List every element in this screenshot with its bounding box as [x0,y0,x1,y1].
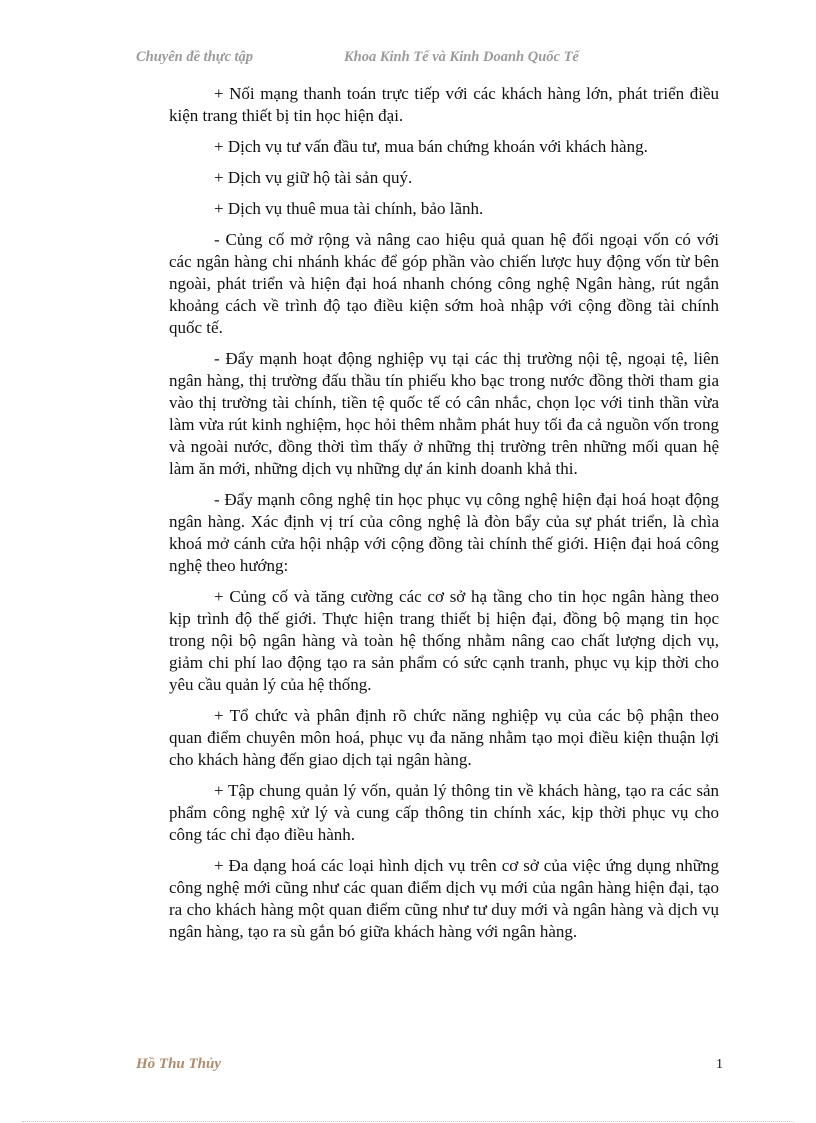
paragraph: + Tổ chức và phân định rõ chức năng nghiệp vụ của các bộ phận theo quan điểm chuyên môn hoá, phục vụ đa năng nhằm tạo mọi điều kiện thuận lợi cho khách hàng đến giao dịch tại ngân hàng. [169,706,719,769]
paragraph: - Đẩy mạnh hoạt động nghiệp vụ tại các thị trường nội tệ, ngoại tệ, liên ngân hàng, thị trường đấu thầu tín phiếu kho bạc trong nước đồng thời tham gia vào thị trường tài chính, tiền tệ quốc tế có cân nhắc, chọn lọc với tinh thần vừa làm vừa rút kinh nghiệm, học hỏi thêm nhằm phát huy tối đa cả nguồn vốn trong và ngoài nước, đồng thời tìm thấy ở những thị trường trên những mối quan hệ làm ăn mới, những dịch vụ những dự án kinh doanh khả thi. [169,349,719,478]
page-number: 1 [716,1057,723,1072]
paragraph: + Nối mạng thanh toán trực tiếp với các khách hàng lớn, phát triển điều kiện trang thiết bị tin học hiện đại. [169,84,719,125]
page-header [0,49,816,71]
paragraph: + Dịch vụ giữ hộ tài sản quý. [214,168,413,187]
paragraph: - Củng cố mở rộng và nâng cao hiệu quả quan hệ đối ngoại vốn có với các ngân hàng chi nhánh khác để góp phần vào chiến lược huy động vốn từ bên ngoài, phát triển và hiện đại hoá nhanh chóng công nghệ Ngân hàng, rút ngắn khoảng cách về trình độ tạo điều kiện sớm hoà nhập với cộng đồng tài chính quốc tế. [169,230,719,337]
paragraph: - Đẩy mạnh công nghệ tin học phục vụ công nghệ hiện đại hoá hoạt động ngân hàng. Xác định vị trí của công nghệ là đòn bẩy của sự phát triển, là chìa khoá mở cánh cửa hội nhập với cộng đồng tài chính thế giới. Hiện đại hoá công nghệ theo hướng: [169,490,719,575]
paragraph: + Dịch vụ thuê mua tài chính, bảo lãnh. [214,199,484,218]
paragraph: + Dịch vụ tư vấn đầu tư, mua bán chứng khoán với khách hàng. [214,137,648,156]
paragraph: + Củng cố và tăng cường các cơ sở hạ tầng cho tin học ngân hàng theo kịp trình độ thế giới. Thực hiện trang thiết bị hiện đại, đồng bộ mạng tin học trong nội bộ ngân hàng và toàn hệ thống nhằm nâng cao chất lượng dịch vụ, giảm chi phí lao động tạo ra sản phẩm có sức cạnh tranh, phục vụ kịp thời cho yêu cầu quản lý của hệ thống. [169,587,719,694]
paragraph: + Đa dạng hoá các loại hình dịch vụ trên cơ sở của việc ứng dụng những công nghệ mới cũng như các quan điểm dịch vụ mới của ngân hàng hiện đại, tạo ra cho khách hàng một quan điểm cũng như tư duy mới và ngân hàng và dịch vụ ngân hàng, tạo ra sù gắn bó giữa khách hàng với ngân hàng. [169,856,719,941]
paragraph: + Tập chung quản lý vốn, quản lý thông tin về khách hàng, tạo ra các sản phẩm công nghệ xử lý và cung cấp thông tin chính xác, kịp thời phục vụ cho công tác chỉ đạo điều hành. [169,781,719,844]
footer-author: Hồ Thu Thủy [136,1056,222,1072]
document-body [169,83,719,952]
page-bottom-divider [22,1121,794,1122]
header-title-left: Chuyên đề thực tập [136,49,254,65]
header-title-right: Khoa Kinh Tế và Kinh Doanh Quốc Tế [344,49,579,65]
